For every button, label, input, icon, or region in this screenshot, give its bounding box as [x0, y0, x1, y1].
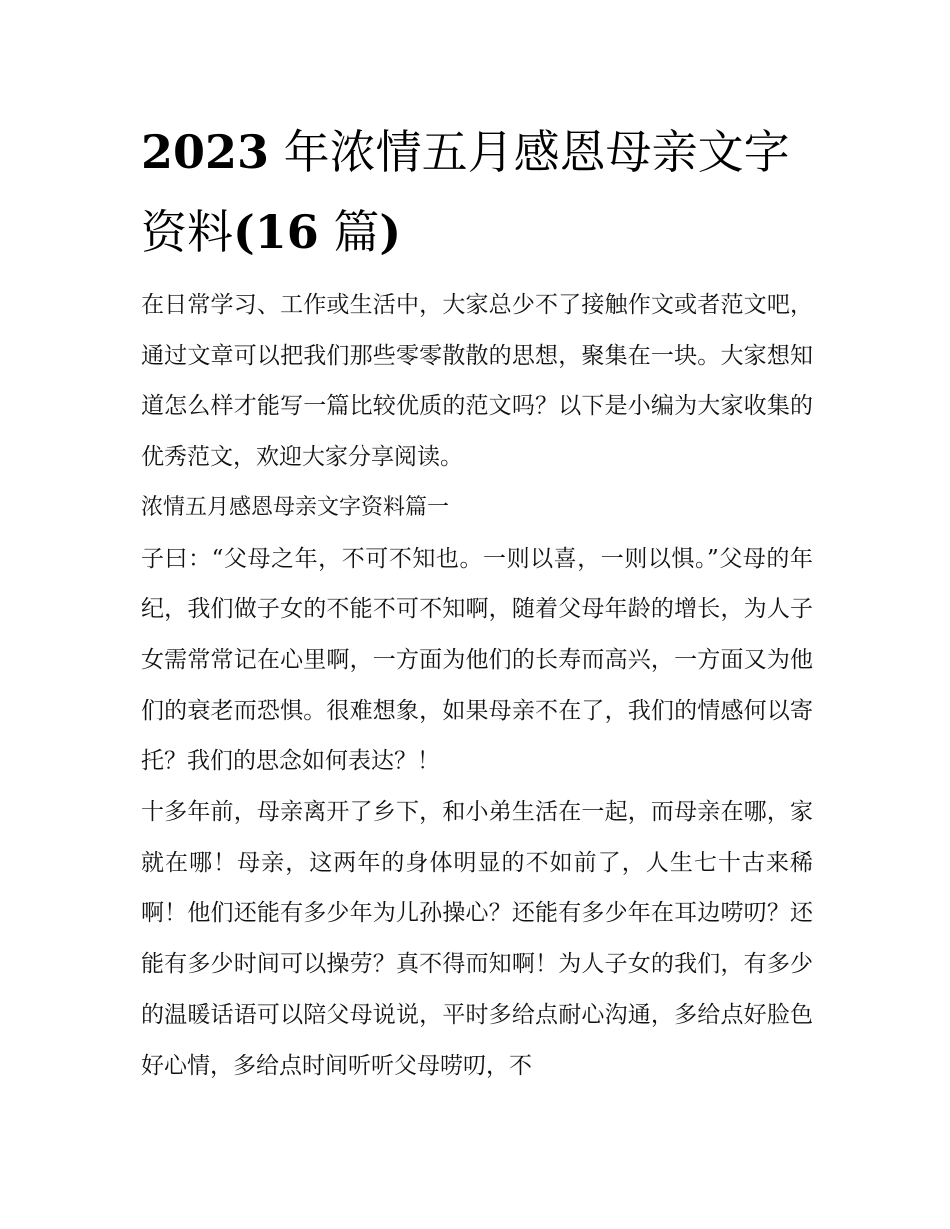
title-count: (16 [233, 205, 319, 259]
title-text-2: 资料 [141, 205, 233, 259]
body-paragraph-2: 十多年前，母亲离开了乡下，和小弟生活在一起，而母亲在哪，家就在哪！母亲，这两年的身体明显的不如前了，人生七十古来稀啊！他们还能有多少年为儿孙操心？还能有多少年在耳边唠叨？还能有多少时间可以操劳？真不得而知啊！为人子女的我们，有多少的温暖话语可以陪父母说说，平时多给点耐心沟通，多给点好脸色好心情，多给点时间听听父母唠叨，不 [141, 799, 813, 1079]
body-paragraph-1: 子曰：“父母之年，不可不知也。一则以喜，一则以惧。”父母的年纪，我们做子女的不能不可不知啊，随着父母年龄的增长，为人子女需常常记在心里啊，一方面为他们的长寿而高兴，一方面又为他们的衰老而恐惧。很难想象，如果母亲不在了，我们的情感何以寄托？我们的思念如何表达？！ [141, 545, 813, 775]
title-close: ) [379, 205, 402, 259]
intro-paragraph: 在日常学习、工作或生活中，大家总少不了接触作文或者范文吧，通过文章可以把我们那些零零散散的思想，聚集在一块。大家想知道怎么样才能写一篇比较优质的范文吗？以下是小编为大家收集的优秀范文，欢迎大家分享阅读。 [141, 292, 813, 471]
document-title [141, 112, 813, 272]
document-page [141, 112, 813, 1091]
title-text-1: 年浓情五月感恩母亲文字 [283, 125, 790, 179]
section-heading: 浓情五月感恩母亲文字资料篇一 [141, 494, 450, 520]
title-text-3: 篇 [333, 205, 380, 259]
title-year: 2023 [141, 125, 270, 179]
document-body [141, 280, 813, 1091]
